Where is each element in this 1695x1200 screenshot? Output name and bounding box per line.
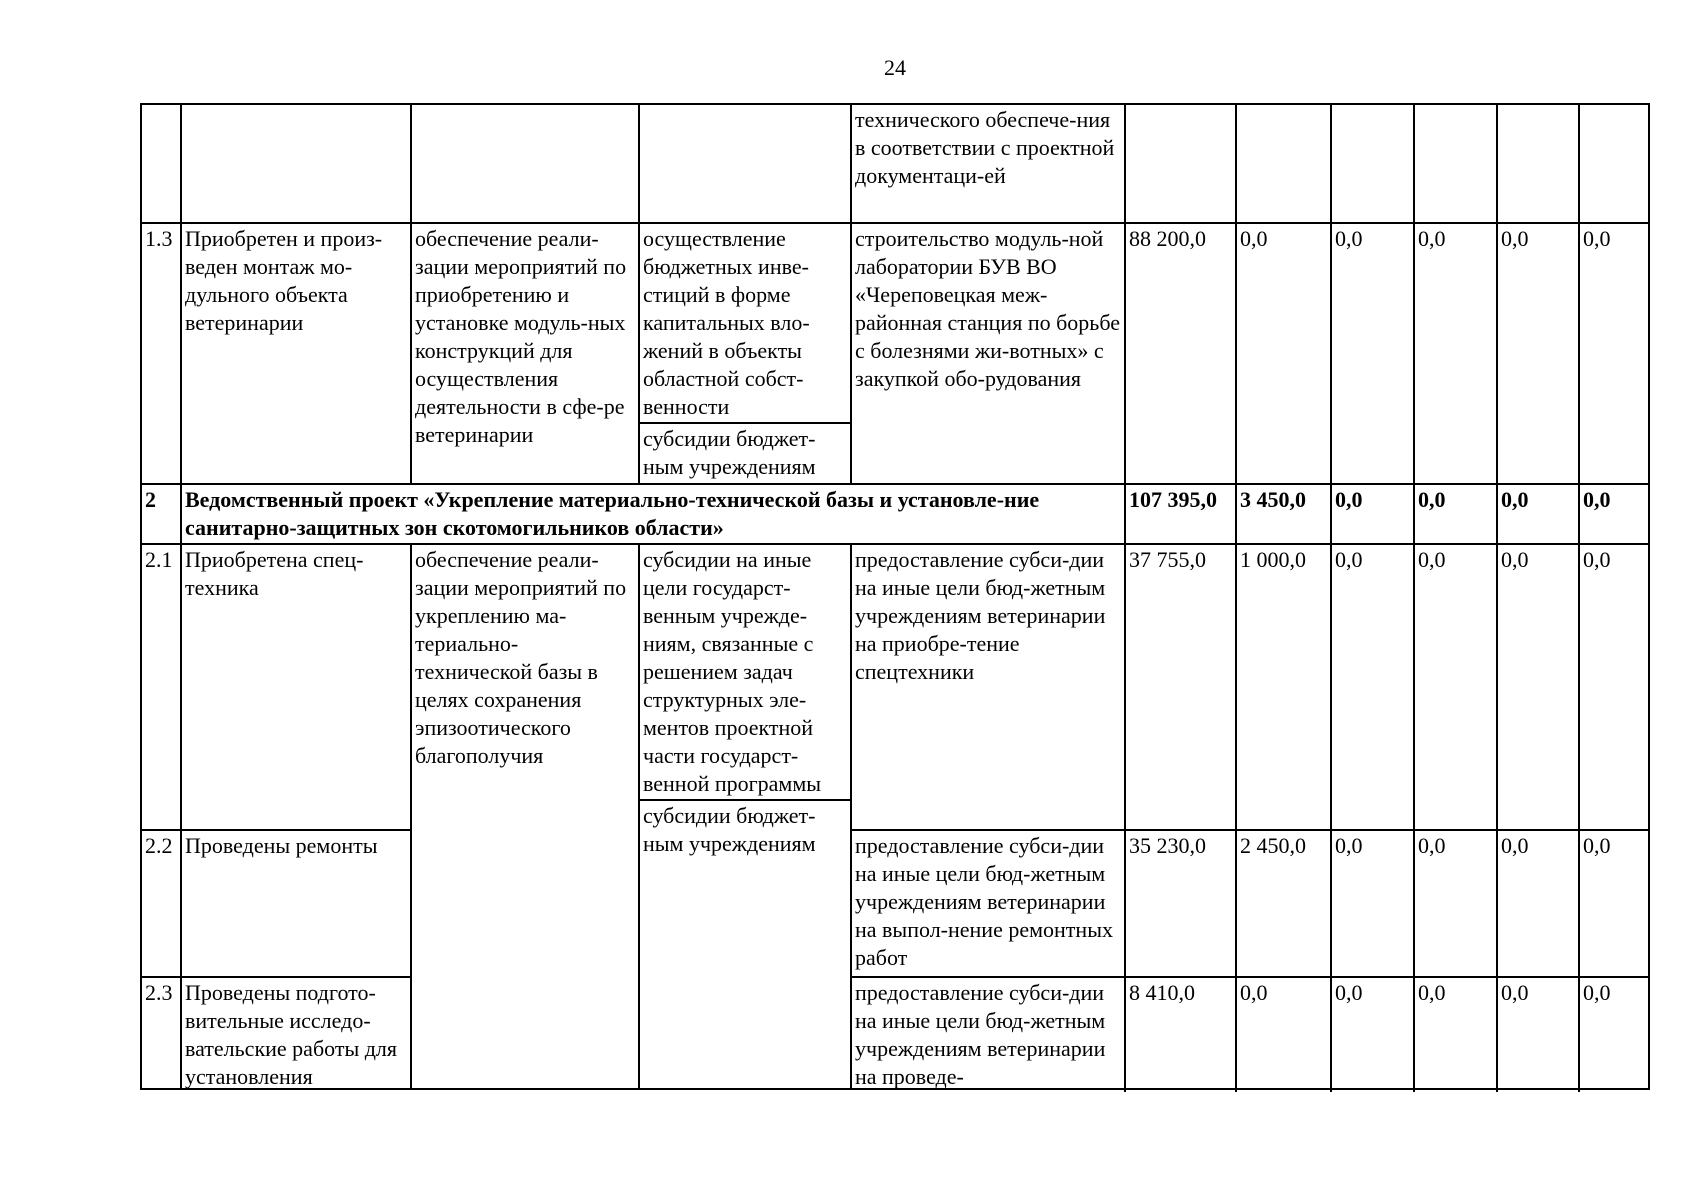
row-2-2-value-y1: 2 450,0: [1240, 833, 1306, 858]
row-1-3-expense-a: осуществление бюджетных инве-стиций в форме капитальных вло-жений в объекты областной собст-венности: [643, 226, 810, 419]
row-2-value-y3: 0,0: [1418, 487, 1446, 512]
row-1-3-value-y5: 0,0: [1583, 226, 1611, 251]
row-2-title: Ведомственный проект «Укрепление материально-технической базы и установле-ние санитарно-защитных зон скотомогильников области»: [185, 487, 1040, 540]
row-2-2-result: предоставление субси-дии на иные цели бюд-жетным учреждениям ветеринарии на выпол-нение ремонтных работ: [855, 833, 1113, 970]
row-2-1-value-y2: 0,0: [1335, 547, 1363, 572]
row-2-3-value-y1: 0,0: [1240, 980, 1268, 1005]
row-2-3-name: Проведены подгото-вительные исследо-вательские работы для установления: [185, 980, 398, 1089]
row-1-3-expense-b: субсидии бюджет-ным учреждениям: [643, 426, 816, 479]
row-2-1-task: обеспечение реали-зации мероприятий по укреплению ма-териально-технической базы в целях сохранения эпизоотического благополучия: [415, 547, 627, 768]
row-2-2-value-y4: 0,0: [1501, 833, 1529, 858]
row-1-3-value-total: 88 200,0: [1129, 226, 1206, 251]
row-2-value-y4: 0,0: [1501, 487, 1529, 512]
row-2-1-value-y3: 0,0: [1418, 547, 1446, 572]
cont-result-cell: технического обеспече-ния в соответствии с проектной документаци-ей: [855, 107, 1115, 188]
row-1-3-result: строительство модуль-ной лаборатории БУВ ВО «Череповецкая меж-районная станция по борьбе с болезнями жи-вотных» с закупкой обо-рудования: [855, 226, 1120, 391]
row-2-1-value-y4: 0,0: [1501, 547, 1529, 572]
row-1-3-name: Приобретен и произ-веден монтаж мо-дульного объекта ветеринарии: [185, 226, 383, 335]
row-2-1-value-total: 37 755,0: [1129, 547, 1206, 572]
row-2-1-name: Приобретена спец-техника: [185, 547, 364, 600]
row-2-1-value-y1: 1 000,0: [1240, 547, 1306, 572]
row-1-3-value-y3: 0,0: [1418, 226, 1446, 251]
row-2-value-y1: 3 450,0: [1240, 487, 1306, 512]
row-2-2-value-y2: 0,0: [1335, 833, 1363, 858]
budget-table: [140, 103, 1650, 1090]
row-2-3-value-y3: 0,0: [1418, 980, 1446, 1005]
row-2-2-num: 2.2: [145, 833, 173, 858]
row-2-3-num: 2.3: [145, 980, 173, 1005]
row-2-3-value-total: 8 410,0: [1129, 980, 1195, 1005]
row-2-value-total: 107 395,0: [1129, 487, 1217, 512]
row-1-3-value-y4: 0,0: [1501, 226, 1529, 251]
row-2-1-expense-a: субсидии на иные цели государст-венным учрежде-ниям, связанные с решением задач структурных эле-ментов проектной части государст-венной программы: [643, 547, 822, 796]
row-2-3-value-y5: 0,0: [1583, 980, 1611, 1005]
row-2-2-name: Проведены ремонты: [185, 833, 378, 858]
row-2-1-result: предоставление субси-дии на иные цели бюд-жетным учреждениям ветеринарии на приобре-тение спецтехники: [855, 547, 1106, 684]
row-2-2-value-total: 35 230,0: [1129, 833, 1206, 858]
row-1-3-value-y1: 0,0: [1240, 226, 1268, 251]
row-2-3-value-y2: 0,0: [1335, 980, 1363, 1005]
row-2-num: 2: [145, 487, 156, 512]
row-2-value-y2: 0,0: [1335, 487, 1363, 512]
page-number: 24: [884, 55, 906, 80]
row-2-3-value-y4: 0,0: [1501, 980, 1529, 1005]
row-2-1-expense-b: субсидии бюджет-ным учреждениям: [643, 803, 816, 856]
row-2-1-value-y5: 0,0: [1583, 547, 1611, 572]
row-2-2-value-y3: 0,0: [1418, 833, 1446, 858]
row-1-3-task: обеспечение реали-зации мероприятий по приобретению и установке модуль-ных конструкций для осуществления деятельности в сфе-ре ветеринарии: [415, 226, 627, 447]
row-2-value-y5: 0,0: [1583, 487, 1611, 512]
row-1-3-num: 1.3: [145, 226, 173, 251]
row-1-3-value-y2: 0,0: [1335, 226, 1363, 251]
row-2-2-value-y5: 0,0: [1583, 833, 1611, 858]
row-2-3-result: предоставление субси-дии на иные цели бюд-жетным учреждениям ветеринарии на проведе-: [855, 980, 1106, 1089]
row-2-1-num: 2.1: [145, 547, 173, 572]
